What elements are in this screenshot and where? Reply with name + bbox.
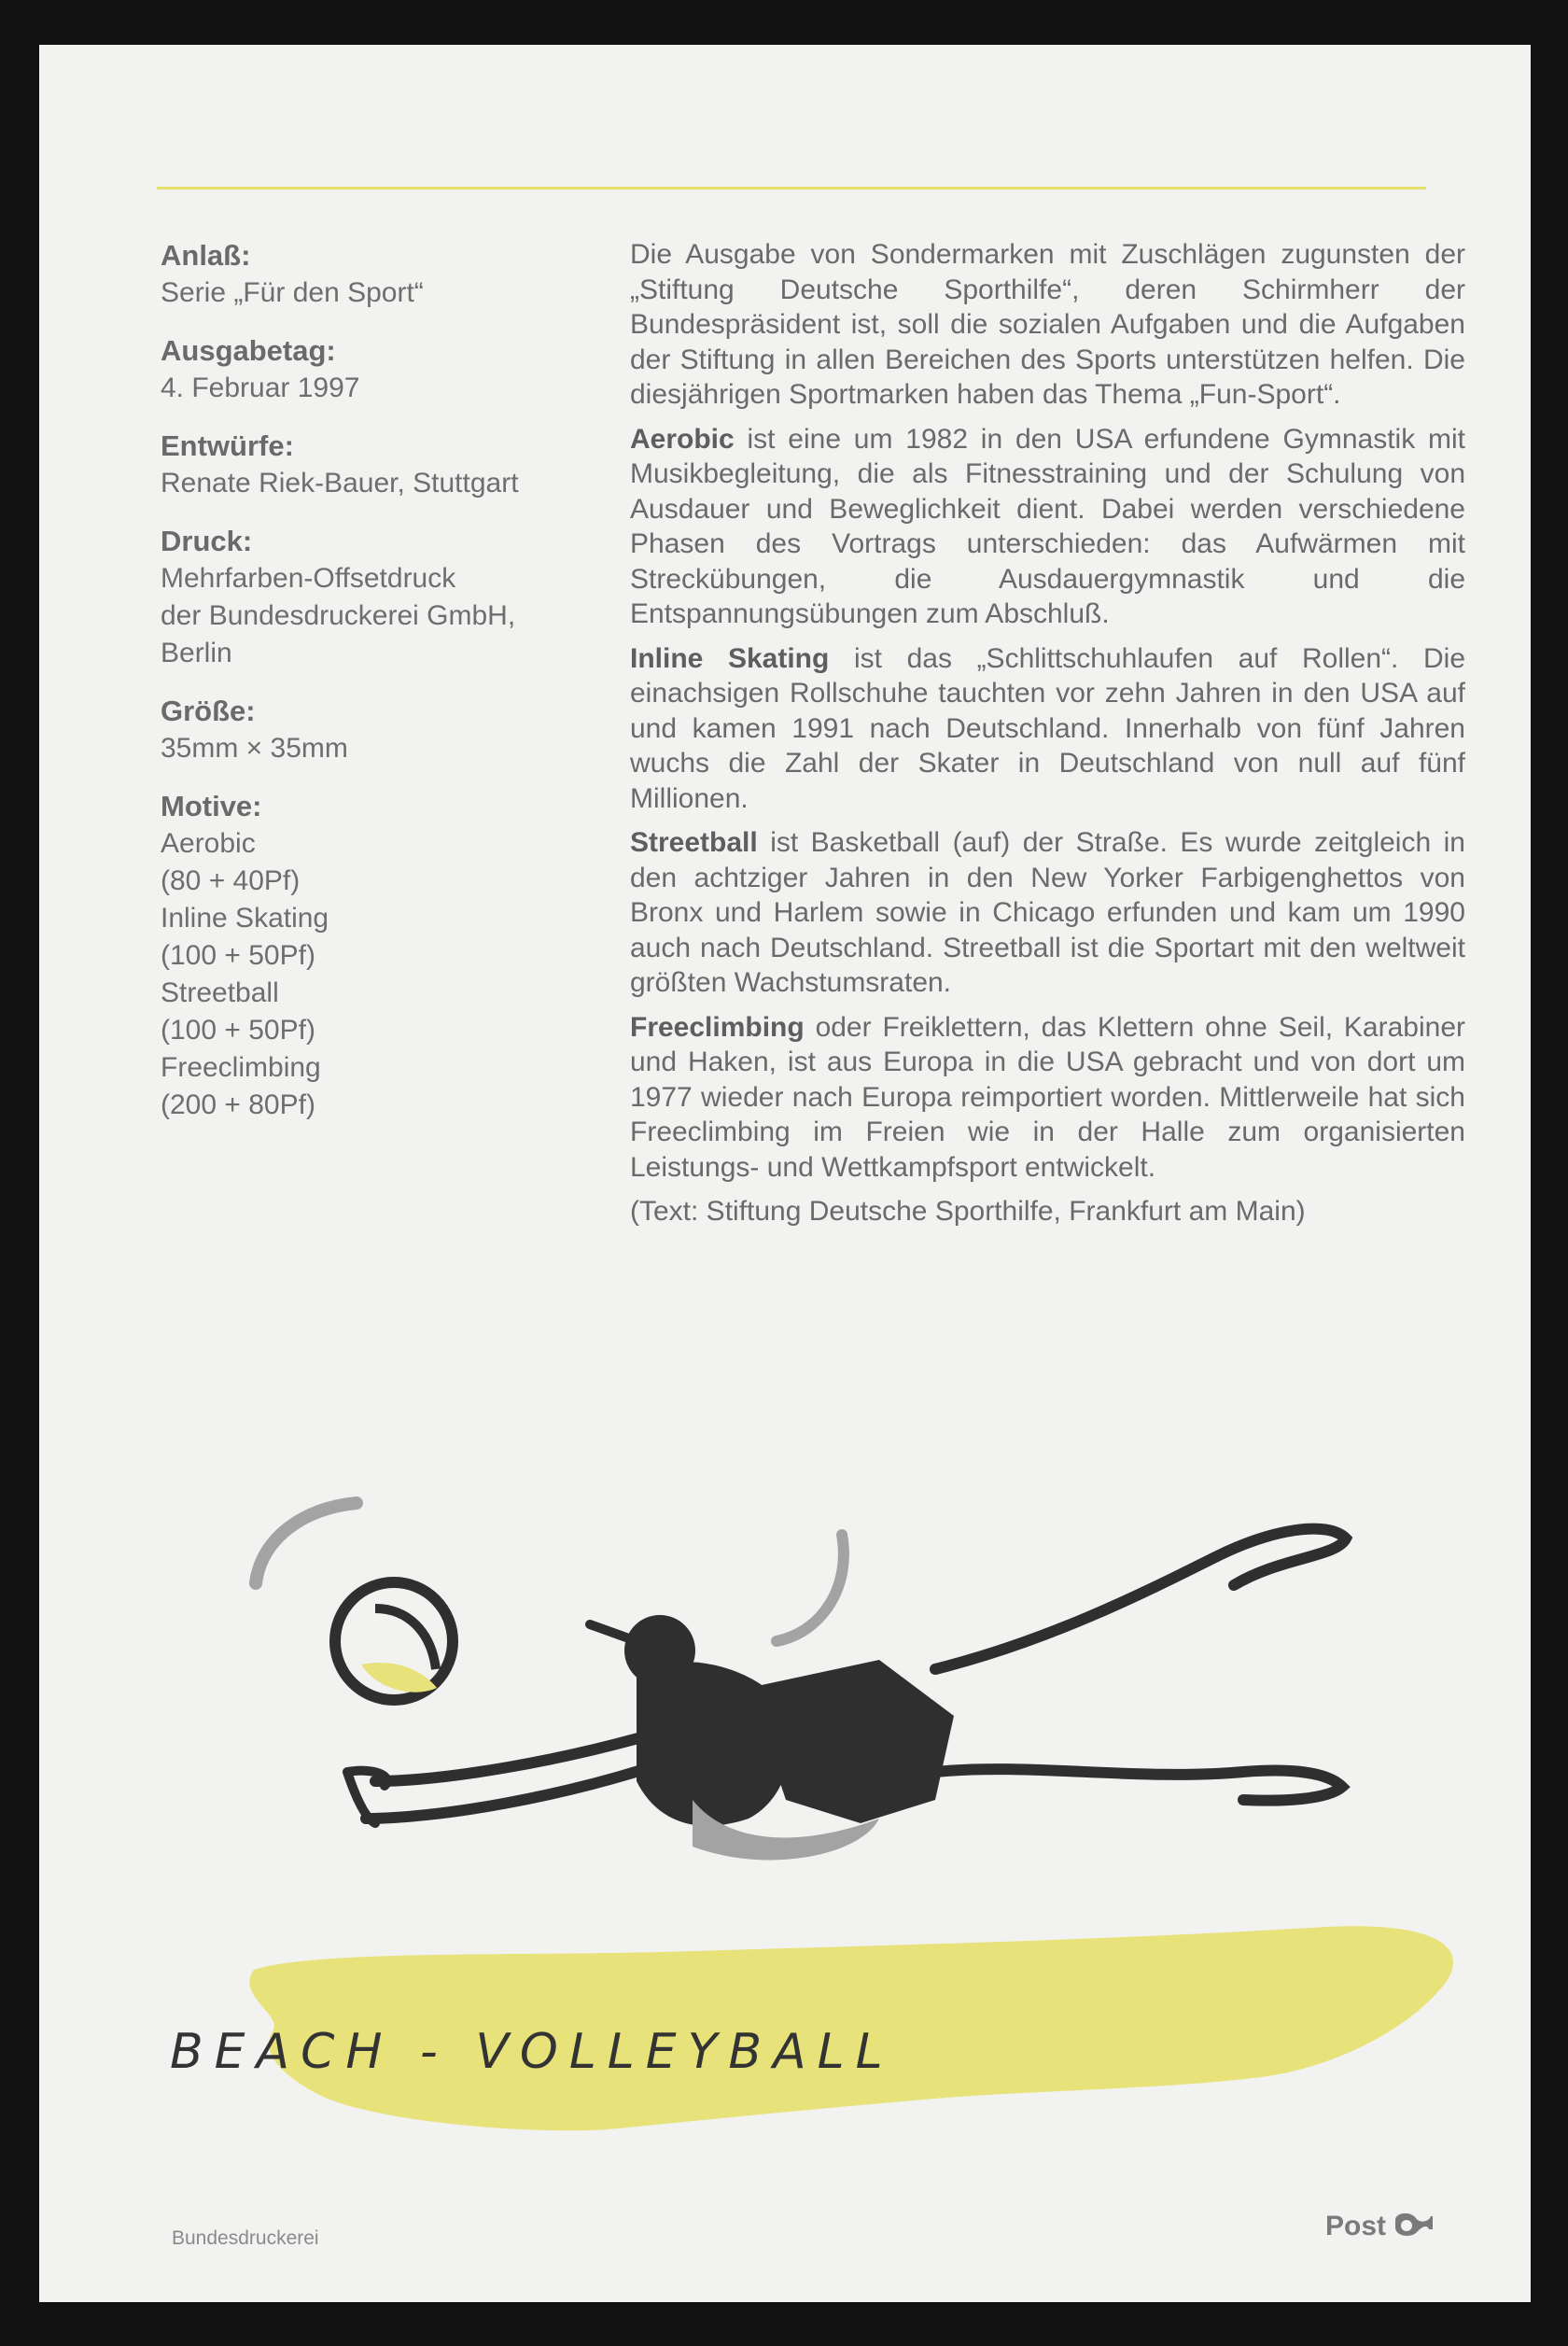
motive-label: Motive:: [161, 790, 262, 822]
groesse-block: [161, 693, 599, 767]
text-credit: (Text: Stiftung Deutsche Sporthilfe, Frankfurt am Main): [630, 1196, 1306, 1227]
posthorn-icon: [1392, 2211, 1435, 2242]
info-column: [161, 237, 599, 1145]
ausgabetag-value: 4. Februar 1997: [161, 372, 360, 403]
motive-price: (200 + 80Pf): [161, 1089, 315, 1120]
druck-line: der Bundesdruckerei GmbH,: [161, 600, 516, 631]
motive-block: [161, 788, 599, 1124]
motive-price: (100 + 50Pf): [161, 1015, 315, 1046]
motive-item: Freeclimbing: [161, 1052, 321, 1083]
motive-price: (100 + 50Pf): [161, 940, 315, 971]
beach-volleyball-illustration: [39, 1426, 1531, 2229]
druck-line: Mehrfarben-Offsetdruck: [161, 563, 456, 594]
document-sheet: [39, 45, 1531, 2302]
description-column: [630, 237, 1465, 1239]
motive-item: Aerobic: [161, 828, 256, 859]
streetball-text: ist Basketball (auf) der Straße. Es wurde zeitgleich in den achtziger Jahren in den New Yorker Farbigenghettos von Bronx und Harlem sowie in Chicago erfunden und kam um 1990 auch nach Deutschland. Streetball ist die Sportart mit den weltweit größten Wachstumsraten.: [630, 827, 1465, 998]
inline-text: ist das „Schlittschuhlaufen auf Rollen“. Die einachsigen Rollschuhe tauchten vor zehn Jahren in den USA auf und kamen 1991 nach Deutschland. Innerhalb von fünf Jahren wuchs die Zahl der Skater in Deutschland von null auf fünf Millionen.: [630, 642, 1466, 814]
freeclimbing-keyword: Freeclimbing: [630, 1011, 805, 1043]
intro-paragraph: Die Ausgabe von Sondermarken mit Zuschlägen zugunsten der „Stiftung Deutsche Sporthilfe“, deren Schirmherr der Bundespräsident ist, soll die sozialen Aufgaben und die Aufgaben der Stiftung in allen Bereichen des Sports unterstützen helfen. Die diesjährigen Sportmarken haben das Thema „Fun-Sport“.: [630, 239, 1465, 410]
lower-leg: [935, 1769, 1342, 1801]
streetball-paragraph: [630, 825, 1465, 1001]
anlass-value: Serie „Für den Sport“: [161, 277, 424, 308]
entwuerfe-block: [161, 428, 599, 502]
motive-price: (80 + 40Pf): [161, 865, 301, 896]
beach-volleyball-banner: BEACH - VOLLEYBALL: [170, 2024, 894, 2080]
aerobic-keyword: Aerobic: [630, 423, 735, 455]
groesse-value: 35mm × 35mm: [161, 733, 348, 764]
top-rule: [157, 187, 1426, 190]
aerobic-paragraph: [630, 422, 1465, 632]
motive-item: Streetball: [161, 977, 279, 1008]
entwuerfe-value: Renate Riek-Bauer, Stuttgart: [161, 468, 519, 499]
freeclimbing-paragraph: [630, 1010, 1465, 1186]
head: [624, 1615, 695, 1686]
ausgabetag-label: Ausgabetag:: [161, 334, 336, 367]
streetball-keyword: Streetball: [630, 827, 758, 858]
motion-arc-right: [777, 1535, 844, 1641]
anlass-label: Anlaß:: [161, 239, 251, 272]
post-label: Post: [1325, 2211, 1387, 2241]
upper-leg: [935, 1529, 1346, 1669]
arms: [366, 1725, 693, 1819]
druck-line: Berlin: [161, 638, 232, 668]
druck-label: Druck:: [161, 525, 253, 557]
motion-arc-left: [256, 1503, 357, 1583]
groesse-label: Größe:: [161, 695, 256, 727]
motive-item: Inline Skating: [161, 903, 329, 934]
inline-paragraph: [630, 641, 1465, 817]
druck-block: [161, 523, 599, 672]
inline-keyword: Inline Skating: [630, 642, 830, 674]
printer-name: Bundesdruckerei: [172, 2227, 319, 2249]
aerobic-text: ist eine um 1982 in den USA erfundene Gymnastik mit Musikbegleitung, die als Fitnesstraining und der Schulung von Ausdauer und Beweglichkeit dient. Dabei werden verschiedene Phasen des Vortrags unterschieden: das Aufwärmen mit Streckübungen, die Ausdauergymnastik und die Entspannungsübungen zum Abschluß.: [630, 423, 1465, 629]
entwuerfe-label: Entwürfe:: [161, 429, 294, 462]
freeclimbing-text: oder Freiklettern, das Klettern ohne Seil, Karabiner und Haken, ist aus Europa in die USA gebracht und von dort um 1977 wieder nach Europa reimportiert worden. Mittlerweile hat sich Freeclimbing im Freien wie in der Halle zum organisierten Leistungs- und Wettkampfsport entwickelt.: [630, 1011, 1465, 1183]
anlass-block: [161, 237, 599, 312]
post-logo: [1325, 2211, 1435, 2242]
ausgabetag-block: [161, 332, 599, 407]
